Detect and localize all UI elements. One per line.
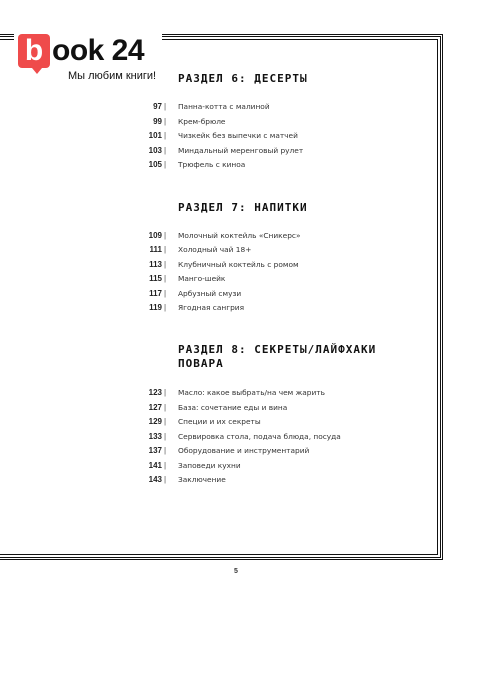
toc-entry[interactable]: [140, 444, 420, 458]
entry-separator: |: [164, 388, 167, 397]
toc-entry[interactable]: [140, 158, 420, 172]
toc-entry[interactable]: [140, 100, 420, 114]
entry-page-number: 137: [148, 446, 162, 455]
entry-separator: |: [164, 289, 167, 298]
toc-entry[interactable]: [140, 301, 420, 315]
entry-separator: |: [164, 117, 167, 126]
entry-separator: |: [164, 131, 167, 140]
entry-title: Оборудование и инструментарий: [178, 446, 310, 455]
entry-separator: |: [164, 102, 167, 111]
toc-entry[interactable]: [140, 287, 420, 301]
entry-title: Манго-шейк: [178, 274, 226, 283]
entry-title: Заключение: [178, 475, 226, 484]
entry-page-number: 115: [149, 274, 162, 283]
toc-entry[interactable]: [140, 459, 420, 473]
page-number: 5: [234, 568, 238, 575]
entry-title: Сервировка стола, подача блюда, посуда: [178, 432, 341, 441]
logo-bookmark-ribbon-icon: [32, 68, 42, 74]
section-title: РАЗДЕЛ 6: ДЕСЕРТЫ: [178, 72, 308, 85]
logo-b-badge: [18, 34, 50, 68]
entry-page-number: 119: [149, 303, 162, 312]
toc-entry[interactable]: [140, 415, 420, 429]
entry-separator: |: [164, 446, 167, 455]
entry-title: Молочный коктейль «Сникерс»: [178, 231, 301, 240]
toc-entry[interactable]: [140, 229, 420, 243]
entry-title: Миндальный меренговый рулет: [178, 146, 304, 155]
entry-page-number: 101: [148, 131, 162, 140]
toc-entry[interactable]: [140, 272, 420, 286]
entry-title: Крем-брюле: [178, 117, 226, 126]
toc-entry[interactable]: [140, 258, 420, 272]
logo-wordmark: ook 24: [52, 34, 145, 67]
entry-separator: |: [164, 146, 167, 155]
entry-separator: |: [164, 160, 167, 169]
entry-title: База: сочетание еды и вина: [178, 403, 288, 412]
toc-entry[interactable]: [140, 386, 420, 400]
entry-title: Специи и их секреты: [178, 417, 261, 426]
entry-separator: |: [164, 260, 167, 269]
entry-page-number: 109: [148, 231, 162, 240]
toc-entry[interactable]: [140, 401, 420, 415]
entry-title: Трюфель с киноа: [178, 160, 246, 169]
entry-separator: |: [164, 245, 167, 254]
logo-b-letter: b: [24, 34, 44, 67]
entry-separator: |: [164, 274, 167, 283]
entry-page-number: 113: [149, 260, 162, 269]
entry-title: Масло: какое выбрать/на чем жарить: [178, 388, 325, 397]
entry-title: Панна-котта с малиной: [178, 102, 270, 111]
entry-separator: |: [164, 231, 167, 240]
entry-separator: |: [164, 475, 167, 484]
section-title-line: ПОВАРА: [178, 357, 224, 370]
entry-page-number: 111: [149, 245, 162, 254]
toc-entry[interactable]: [140, 144, 420, 158]
entry-page-number: 129: [148, 417, 162, 426]
entry-separator: |: [164, 403, 167, 412]
toc-entry[interactable]: [140, 430, 420, 444]
entry-title: Заповеди кухни: [178, 461, 241, 470]
entry-page-number: 105: [148, 160, 162, 169]
entry-page-number: 117: [149, 289, 162, 298]
logo-tagline: Мы любим книги!: [68, 70, 157, 82]
entry-page-number: 141: [148, 461, 162, 470]
entry-page-number: 99: [153, 117, 162, 126]
entry-page-number: 97: [153, 102, 162, 111]
section-title: [178, 343, 418, 371]
book24-logo[interactable]: [14, 30, 162, 86]
toc-entry[interactable]: [140, 129, 420, 143]
entry-page-number: 143: [148, 475, 162, 484]
entry-title: Чизкейк без выпечки с матчей: [178, 131, 298, 140]
section-title: РАЗДЕЛ 7: НАПИТКИ: [178, 201, 308, 214]
entry-title: Клубничный коктейль с ромом: [178, 260, 299, 269]
entry-page-number: 103: [148, 146, 162, 155]
entry-separator: |: [164, 461, 167, 470]
toc-entry[interactable]: [140, 243, 420, 257]
entry-separator: |: [164, 432, 167, 441]
section-title-line: РАЗДЕЛ 8: СЕКРЕТЫ/ЛАЙФХАКИ: [178, 343, 377, 356]
entry-title: Ягодная сангрия: [178, 303, 245, 312]
entry-page-number: 133: [148, 432, 162, 441]
entry-page-number: 127: [148, 403, 162, 412]
toc-entry[interactable]: [140, 115, 420, 129]
entry-page-number: 123: [148, 388, 162, 397]
toc-entry[interactable]: [140, 473, 420, 487]
entry-separator: |: [164, 417, 167, 426]
entry-title: Холодный чай 18+: [178, 245, 252, 254]
entry-title: Арбузный смузи: [178, 289, 242, 298]
entry-separator: |: [164, 303, 167, 312]
